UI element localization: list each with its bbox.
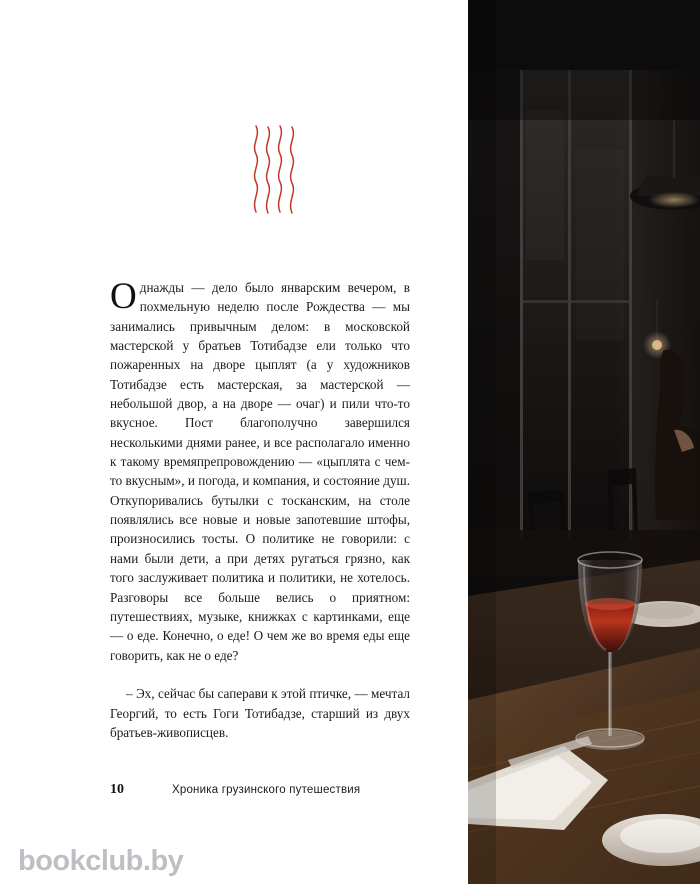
- drop-cap: О: [110, 276, 137, 317]
- watermark: bookclub.by: [18, 845, 184, 877]
- paragraph-first-text: днажды — дело было январским вечером, в похмельную неделю после Рождества — мы занимались привычным делом: в московской мастерской у братьев Тотибадзе ели только что пожаренных на дворе цыплят (а у художников Тотибадзе есть мастерская, за мастерской — небольшой двор, а на дворе — очаг) и пили что-то вкусное. Пост благополучно завершился несколькими днями ранее, и все располагало именно к такому времяпрепровождению — «цыплята с чем-то вкусным», и погода, и компания, и состояние душ. Откупоривались бутылки с тосканским, на столе появлялись все новые и новые запотевшие штофы, произносились тосты. О политике не говорили: с нами были дети, а при детях ругаться грязно, как того заслуживает политика и политики, не хотелось. Разговоры все больше велись о приятном: путешествиях, музыке, книжках с картинками, еще — о еде. Конечно, о еде! О чем же во время еды еще говорить, как не о еде?: [110, 280, 410, 663]
- body-text: [110, 278, 410, 742]
- wavy-lines-ornament: [248, 124, 304, 216]
- running-title: Хроника грузинского путешествия: [172, 784, 361, 796]
- restaurant-wine-glass-photo: [468, 0, 700, 884]
- paragraph-first: [110, 278, 410, 665]
- page-number: 10: [110, 782, 124, 797]
- paragraph-dialog: – Эх, сейчас бы саперави к этой птичке, — мечтал Георгий, то есть Гоги Тотибадзе, старший из двух братьев-живописцев.: [110, 686, 410, 740]
